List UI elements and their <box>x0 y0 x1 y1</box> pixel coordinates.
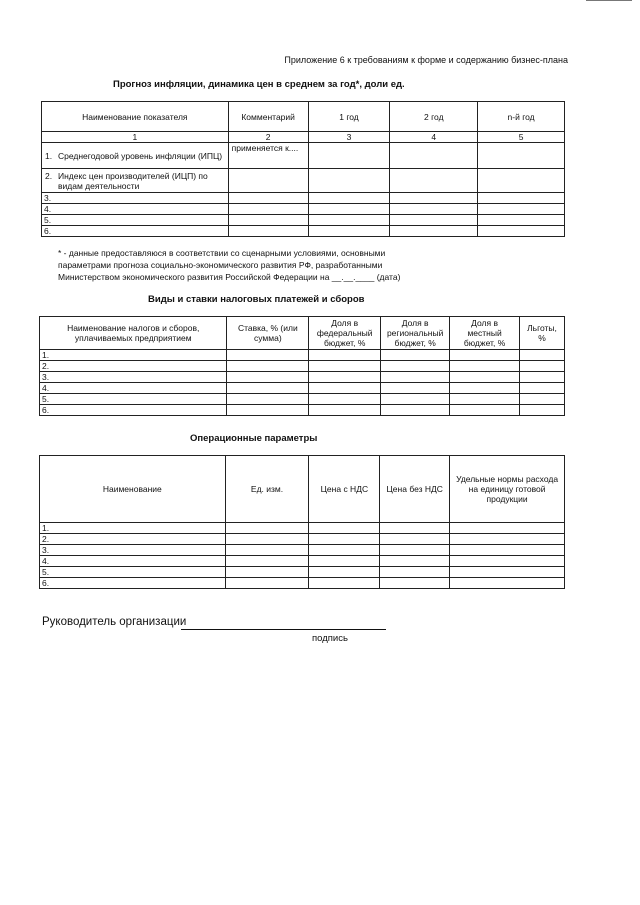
header-cell: Цена без НДС <box>380 456 450 523</box>
row-number: 2. <box>45 170 53 181</box>
column-number-row <box>42 132 565 143</box>
header-cell: Наименование налогов и сборов, уплачиваемых предприятием <box>40 317 227 350</box>
row-number: 6. <box>42 226 229 237</box>
value-cell <box>390 169 478 193</box>
table-row <box>42 226 565 237</box>
table-row <box>42 193 565 204</box>
row-label <box>42 143 229 169</box>
table-row <box>40 545 565 556</box>
table-row <box>42 215 565 226</box>
inflation-table <box>41 101 565 237</box>
table-row <box>40 523 565 534</box>
footnote-line: параметрами прогноза социально-экономического развития РФ, разработанными <box>58 260 383 270</box>
table-row <box>40 578 565 589</box>
value-cell <box>308 169 390 193</box>
value-cell <box>390 193 478 204</box>
value-cell <box>390 204 478 215</box>
value-cell <box>308 204 390 215</box>
col-number: 3 <box>308 132 390 143</box>
row-number: 6. <box>40 578 226 589</box>
table-header-row <box>40 456 565 523</box>
value-cell <box>308 193 390 204</box>
comment-cell <box>228 204 308 215</box>
footnote <box>58 247 488 283</box>
value-cell <box>390 226 478 237</box>
comment-cell <box>228 169 308 193</box>
table-header-row <box>40 317 565 350</box>
header-cell: Доля в федеральный бюджет, % <box>309 317 381 350</box>
header-cell: Льготы, % <box>520 317 565 350</box>
table-row <box>40 372 565 383</box>
header-cell: Доля в местный бюджет, % <box>450 317 520 350</box>
col-number: 2 <box>228 132 308 143</box>
footnote-line: * - данные предоставляюся в соответствии со сценарными условиями, основными <box>58 248 386 258</box>
row-number: 3. <box>40 372 227 383</box>
row-number: 5. <box>40 567 226 578</box>
header-cell: Доля в региональный бюджет, % <box>381 317 450 350</box>
footnote-line: Министерством экономического развития Российской Федерации на __.__.____ (дата) <box>58 272 401 282</box>
header-cell: Наименование <box>40 456 226 523</box>
row-number: 1. <box>45 150 53 161</box>
table-row <box>40 383 565 394</box>
col-number: 4 <box>390 132 478 143</box>
signature-label: Руководитель организации <box>42 616 187 628</box>
value-cell <box>478 215 565 226</box>
appendix-header: Приложение 6 к требованиям к форме и содержанию бизнес-плана <box>284 55 568 65</box>
row-number: 4. <box>40 383 227 394</box>
value-cell <box>390 215 478 226</box>
table-row <box>40 567 565 578</box>
value-cell <box>478 143 565 169</box>
signature-line[interactable] <box>181 629 386 630</box>
comment-cell <box>228 226 308 237</box>
value-cell <box>308 143 390 169</box>
value-cell <box>478 169 565 193</box>
tax-table <box>39 316 565 416</box>
row-name: Индекс цен производителей (ИЦП) по видам деятельности <box>58 170 208 191</box>
row-number: 1. <box>40 350 227 361</box>
table-row <box>42 143 565 169</box>
col-number: 5 <box>478 132 565 143</box>
header-cell: Комментарий <box>228 102 308 132</box>
value-cell <box>478 193 565 204</box>
row-number: 1. <box>40 523 226 534</box>
operational-table <box>39 455 565 589</box>
header-cell: Цена с НДС <box>309 456 380 523</box>
col-number: 1 <box>42 132 229 143</box>
header-cell: Удельные нормы расхода на единицу готовой продукции <box>450 456 565 523</box>
value-cell <box>478 204 565 215</box>
row-number: 5. <box>40 394 227 405</box>
value-cell <box>308 226 390 237</box>
table-header-row <box>42 102 565 132</box>
table2-title: Виды и ставки налоговых платежей и сборов <box>148 294 365 305</box>
table-row <box>40 394 565 405</box>
row-number: 6. <box>40 405 227 416</box>
row-number: 2. <box>40 534 226 545</box>
header-cell: n-й год <box>478 102 565 132</box>
comment-cell <box>228 193 308 204</box>
value-cell <box>308 215 390 226</box>
header-cell: Ставка, % (или сумма) <box>227 317 309 350</box>
table-row <box>40 534 565 545</box>
header-cell: Наименование показателя <box>42 102 229 132</box>
signature-caption: подпись <box>312 633 348 644</box>
table1-title: Прогноз инфляции, динамика цен в среднем за год*, доли ед. <box>113 79 405 90</box>
row-number: 4. <box>42 204 229 215</box>
table3-title: Операционные параметры <box>190 433 318 444</box>
header-cell: Ед. изм. <box>225 456 309 523</box>
row-number: 4. <box>40 556 226 567</box>
table-row <box>42 169 565 193</box>
row-number: 3. <box>42 193 229 204</box>
table-row <box>40 361 565 372</box>
row-number: 5. <box>42 215 229 226</box>
table-row <box>42 204 565 215</box>
row-name: Среднегодовой уровень инфляции (ИПЦ) <box>58 150 223 161</box>
row-number: 2. <box>40 361 227 372</box>
row-label <box>42 169 229 193</box>
header-cell: 1 год <box>308 102 390 132</box>
value-cell <box>478 226 565 237</box>
comment-cell <box>228 215 308 226</box>
value-cell <box>390 143 478 169</box>
header-cell: 2 год <box>390 102 478 132</box>
table-row <box>40 556 565 567</box>
scan-edge-line <box>586 0 632 1</box>
comment-cell: применяется к.... <box>228 143 308 169</box>
table-row <box>40 405 565 416</box>
row-number: 3. <box>40 545 226 556</box>
table-row <box>40 350 565 361</box>
